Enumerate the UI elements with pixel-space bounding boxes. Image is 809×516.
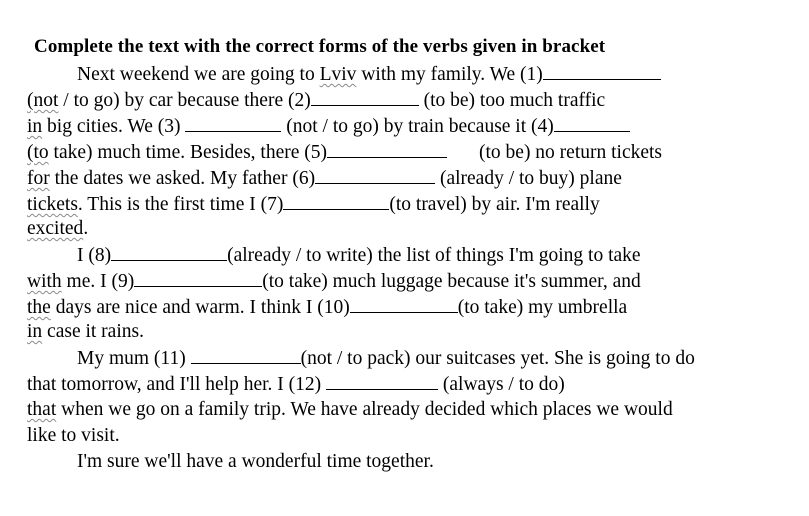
answer-blank-3[interactable] xyxy=(185,114,281,132)
text-segment: (not / to go) by train because it (4) xyxy=(281,116,554,137)
text-segment: like to visit. xyxy=(27,425,120,446)
text-segment: that xyxy=(27,399,57,420)
text-segment: . xyxy=(83,218,89,239)
text-line xyxy=(77,243,641,268)
text-segment: the xyxy=(27,297,51,318)
answer-blank-1[interactable] xyxy=(543,62,661,80)
text-line xyxy=(27,114,630,139)
answer-blank-7[interactable] xyxy=(283,192,389,210)
text-segment: (to take) my umbrella xyxy=(457,297,628,318)
text-segment: (to take) much luggage because it's summer, and xyxy=(262,271,641,292)
text-segment: (already / to write) the list of things I'm going to take xyxy=(227,245,641,266)
text-segment: that tomorrow, and I'll help her. I (12) xyxy=(27,374,327,395)
text-segment: . This is the first time I (7) xyxy=(77,194,284,215)
text-segment: (to be) no return tickets xyxy=(479,142,663,163)
answer-blank-9[interactable] xyxy=(134,269,262,287)
text-segment: (not xyxy=(27,90,59,111)
text-segment: (already / to buy) plane xyxy=(435,168,622,189)
answer-blank-6[interactable] xyxy=(315,166,435,184)
text-line xyxy=(27,192,600,217)
text-line xyxy=(27,269,641,294)
text-segment: My mum (11) xyxy=(77,348,191,369)
text-line xyxy=(27,140,662,165)
text-segment: the dates we asked. My father (6) xyxy=(49,168,316,189)
text-segment: Next weekend we are going to xyxy=(77,64,320,85)
text-segment: (always / to do) xyxy=(438,374,565,395)
text-line xyxy=(27,398,673,422)
text-segment: in xyxy=(27,321,43,342)
text-line xyxy=(77,450,434,474)
text-line xyxy=(27,295,627,320)
text-segment: take) much time. Besides, there (5) xyxy=(48,142,327,163)
text-line xyxy=(77,346,695,371)
answer-blank-10[interactable] xyxy=(350,295,458,313)
text-segment: / to go) by car because there (2) xyxy=(58,90,311,111)
text-segment: (to travel) by air. I'm really xyxy=(389,194,600,215)
text-line xyxy=(27,320,144,344)
text-segment: big cities. We (3) xyxy=(42,116,186,137)
text-segment: in xyxy=(27,116,43,137)
text-segment: when we go on a family trip. We have already decided which places we would xyxy=(56,399,673,420)
answer-blank-12[interactable] xyxy=(326,372,438,390)
exercise-title: Complete the text with the correct forms of the verbs given in bracket xyxy=(34,36,606,57)
text-segment: me. I (9) xyxy=(61,271,135,292)
text-segment: (not / to pack) our suitcases yet. She is going to do xyxy=(300,348,695,369)
text-line xyxy=(27,217,88,241)
text-segment: with xyxy=(27,271,62,292)
answer-blank-8[interactable] xyxy=(111,243,227,261)
text-segment: I (8) xyxy=(77,245,112,266)
answer-blank-4[interactable] xyxy=(554,114,630,132)
text-segment: (to be) too much traffic xyxy=(418,90,606,111)
text-segment: excited xyxy=(27,218,84,239)
answer-blank-2[interactable] xyxy=(311,88,419,106)
text-line xyxy=(27,372,565,397)
answer-blank-5[interactable] xyxy=(327,140,447,158)
text-line xyxy=(27,88,605,113)
text-segment: days are nice and warm. I think I (10) xyxy=(50,297,350,318)
text-segment: case it rains. xyxy=(42,321,144,342)
text-line xyxy=(77,62,661,87)
text-line xyxy=(27,424,120,448)
text-segment: with my family. We (1) xyxy=(356,64,543,85)
answer-blank-11[interactable] xyxy=(191,346,301,364)
text-line xyxy=(27,166,622,191)
text-segment: Lviv xyxy=(319,64,357,85)
text-segment: tickets xyxy=(27,194,78,215)
text-segment: I'm sure we'll have a wonderful time together. xyxy=(77,451,434,472)
text-segment: for xyxy=(27,168,50,189)
text-segment: (to xyxy=(27,142,49,163)
